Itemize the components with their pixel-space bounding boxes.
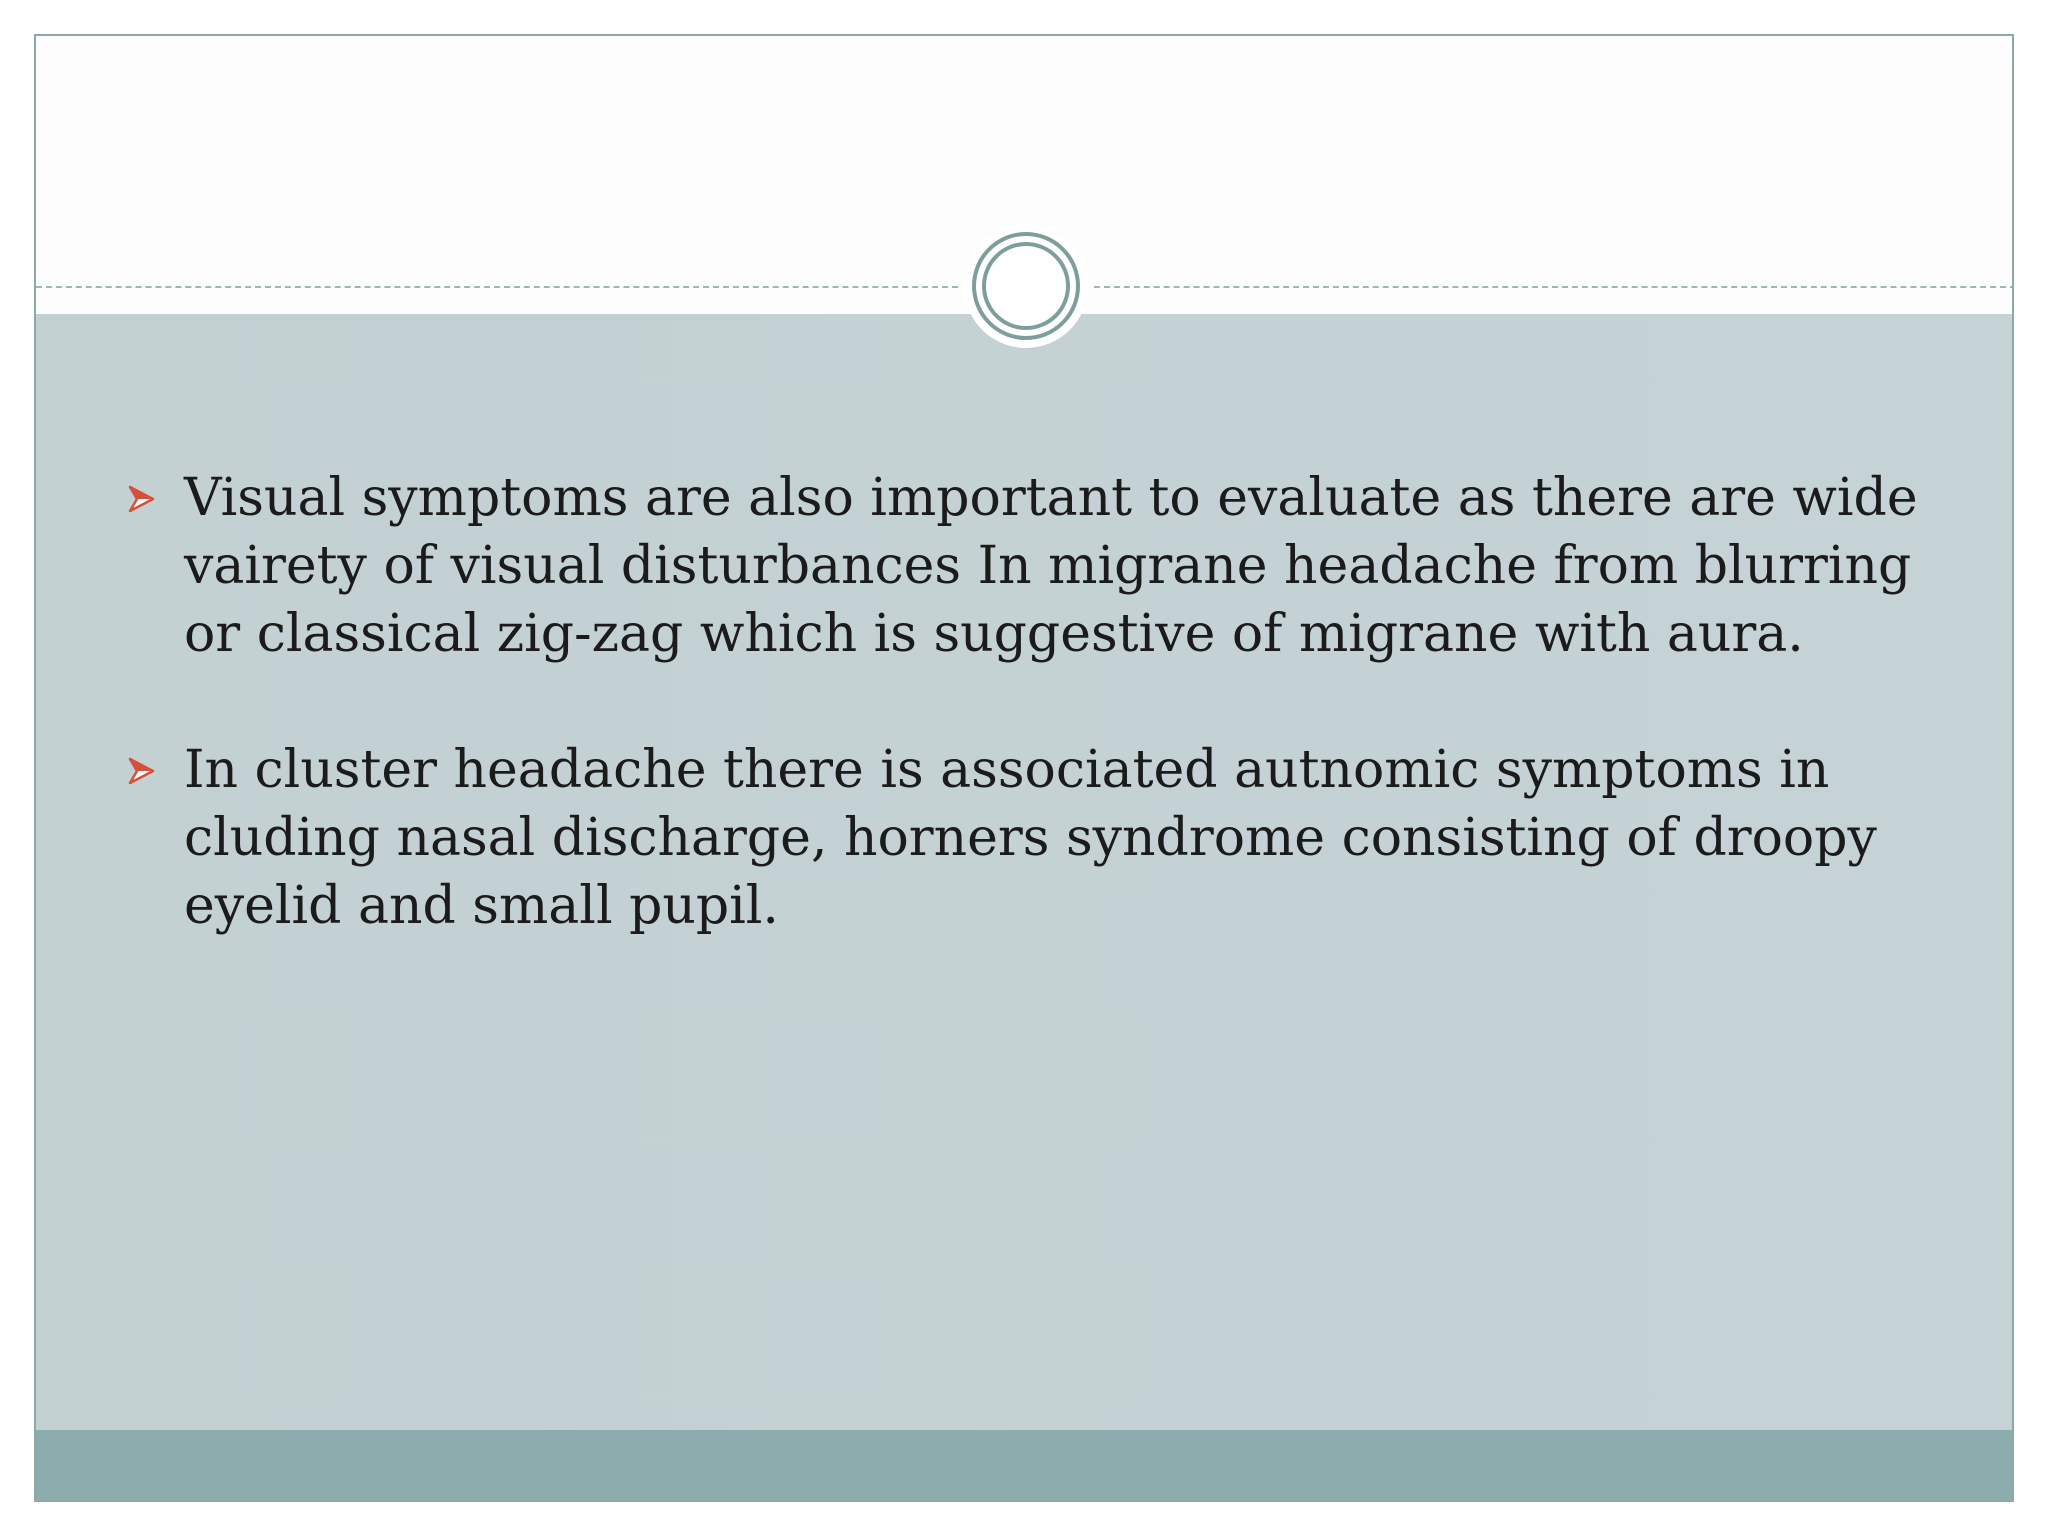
arrow-right-icon (126, 756, 156, 786)
slide (34, 34, 2014, 1502)
bullet-text: Visual symptoms are also important to evaluate as there are wide vairety of visual disturbances In migrane headache from blurring or classical zig-zag which is suggestive of migrane with aura. (184, 468, 1918, 664)
divider-ornament-inner-ring-icon (982, 242, 1070, 330)
slide-footer-band (36, 1430, 2012, 1500)
bullet-text: In cluster headache there is associated autnomic symptoms in cluding nasal discharge, horners syndrome consisting of droopy eyelid and small pupil. (184, 740, 1877, 936)
arrow-right-icon (126, 484, 156, 514)
bullet-item (92, 464, 1972, 668)
bullet-item (92, 736, 1972, 940)
header-divider-left (36, 286, 958, 288)
bullet-list (92, 464, 1972, 1008)
header-divider-right (1094, 286, 2014, 288)
